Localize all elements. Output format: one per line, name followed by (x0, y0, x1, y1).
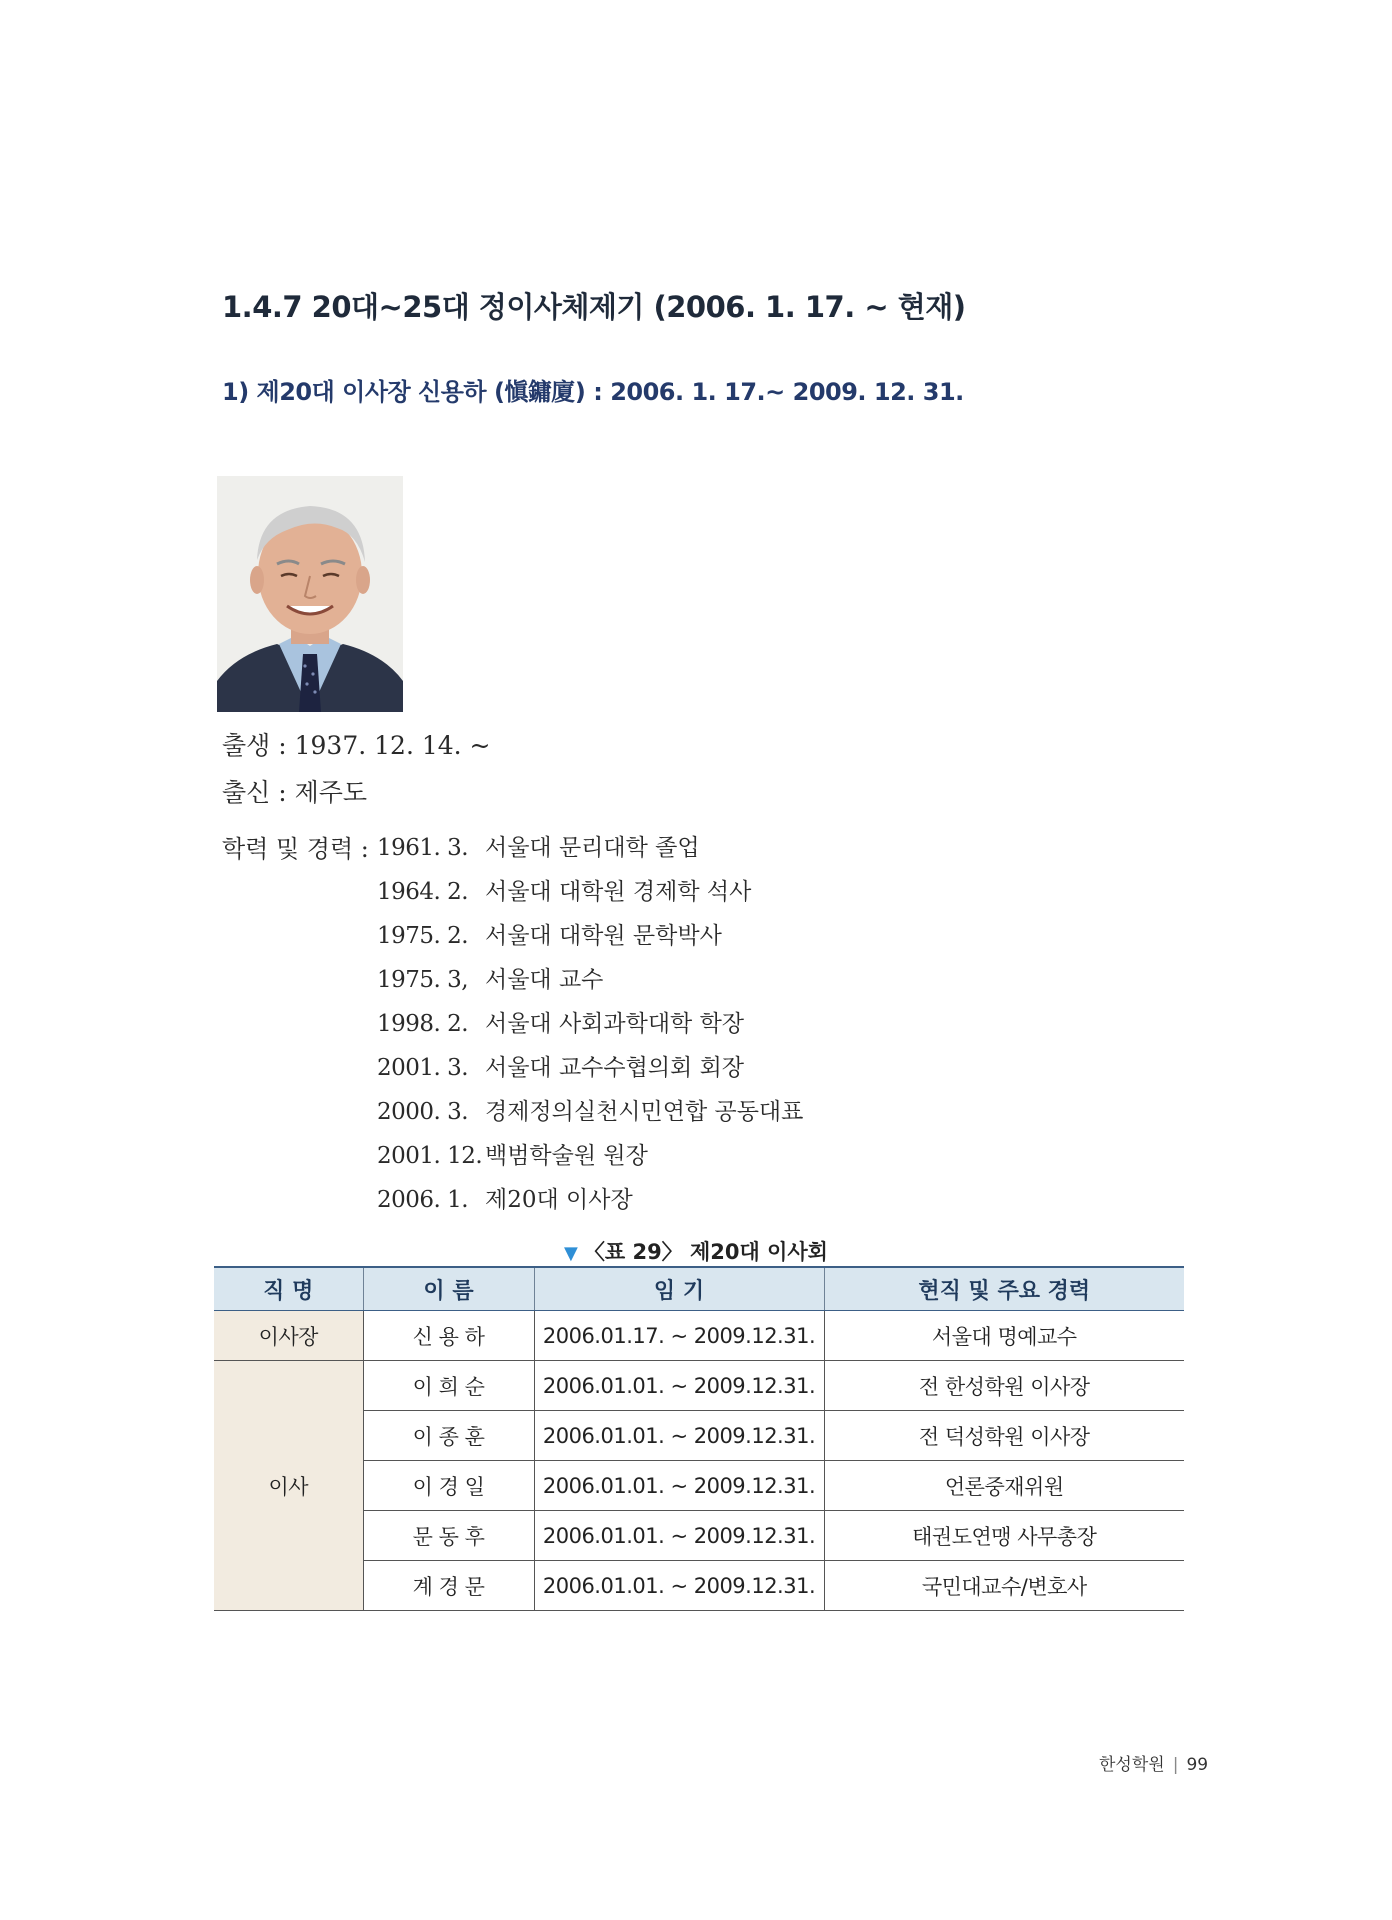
career-cell: 전 덕성학원 이사장 (824, 1411, 1184, 1461)
career-item (377, 1005, 803, 1049)
career-list (377, 829, 803, 1225)
chairman-subtitle: 1) 제20대 이사장 신용하 (愼鏞廈) : 2006. 1. 17.~ 2009. 12. 31. (222, 378, 964, 406)
career-item (377, 1049, 803, 1093)
career-item (377, 1137, 803, 1181)
footer-publisher: 한성학원 (1099, 1755, 1165, 1775)
table-row (214, 1311, 1184, 1361)
term-cell: 2006.01.01. ~ 2009.12.31. (534, 1461, 824, 1511)
profile-origin: 출신 : 제주도 (222, 778, 368, 807)
career-item (377, 1181, 803, 1225)
career-date: 2006. 1. (377, 1187, 469, 1213)
header-name: 이 름 (363, 1267, 534, 1311)
career-desc: 제20대 이사장 (485, 1187, 633, 1213)
name-cell: 신 용 하 (363, 1311, 534, 1361)
role-cell: 이사장 (214, 1311, 363, 1361)
career-date: 1975. 3, (377, 967, 469, 993)
triangle-down-icon: ▼ (564, 1243, 578, 1264)
table-caption (0, 1236, 1392, 1266)
career-item (377, 873, 803, 917)
page-number: 99 (1186, 1755, 1209, 1775)
career-date: 2001. 12. (377, 1143, 483, 1169)
table-row (214, 1361, 1184, 1411)
career-cell: 국민대교수/변호사 (824, 1561, 1184, 1611)
term-cell: 2006.01.01. ~ 2009.12.31. (534, 1361, 824, 1411)
career-item (377, 917, 803, 961)
career-date: 2001. 3. (377, 1055, 469, 1081)
table-header-row (214, 1267, 1184, 1311)
term-cell: 2006.01.01. ~ 2009.12.31. (534, 1411, 824, 1461)
role-cell: 이사 (214, 1361, 363, 1611)
career-cell: 언론중재위원 (824, 1461, 1184, 1511)
header-career: 현직 및 주요 경력 (824, 1267, 1184, 1311)
name-cell: 이 희 순 (363, 1361, 534, 1411)
section-title: 1.4.7 20대~25대 정이사체제기 (2006. 1. 17. ~ 현재) (222, 290, 966, 324)
chairman-portrait-photo (217, 476, 403, 712)
career-item (377, 1093, 803, 1137)
portrait-illustration (217, 476, 403, 712)
board-members-table (214, 1266, 1184, 1611)
name-cell: 이 종 훈 (363, 1411, 534, 1461)
term-cell: 2006.01.01. ~ 2009.12.31. (534, 1511, 824, 1561)
career-date: 1964. 2. (377, 879, 469, 905)
career-desc: 서울대 사회과학대학 학장 (485, 1011, 745, 1037)
career-cell: 서울대 명예교수 (824, 1311, 1184, 1361)
career-item (377, 961, 803, 1005)
name-cell: 문 동 후 (363, 1511, 534, 1561)
term-cell: 2006.01.01. ~ 2009.12.31. (534, 1561, 824, 1611)
career-desc: 경제정의실천시민연합 공동대표 (485, 1099, 804, 1125)
career-desc: 서울대 문리대학 졸업 (485, 835, 700, 861)
career-date: 1961. 3. (377, 835, 469, 861)
career-cell: 전 한성학원 이사장 (824, 1361, 1184, 1411)
term-cell: 2006.01.17. ~ 2009.12.31. (534, 1311, 824, 1361)
career-desc: 서울대 교수 (485, 967, 604, 993)
career-cell: 태권도연맹 사무총장 (824, 1511, 1184, 1561)
career-desc: 서울대 교수수협의회 회장 (485, 1055, 745, 1081)
career-label: 학력 및 경력 : (222, 835, 369, 863)
career-date: 1998. 2. (377, 1011, 469, 1037)
name-cell: 계 경 문 (363, 1561, 534, 1611)
career-date: 1975. 2. (377, 923, 469, 949)
table-caption-text: 〈표 29〉 제20대 이사회 (583, 1240, 828, 1264)
profile-birth: 출생 : 1937. 12. 14. ~ (222, 731, 491, 760)
career-desc: 서울대 대학원 경제학 석사 (485, 879, 752, 905)
header-term: 임 기 (534, 1267, 824, 1311)
career-desc: 서울대 대학원 문학박사 (485, 923, 722, 949)
career-date: 2000. 3. (377, 1099, 469, 1125)
career-desc: 백범학술원 원장 (485, 1143, 648, 1169)
page-footer (1099, 1750, 1208, 1775)
header-position: 직 명 (214, 1267, 363, 1311)
name-cell: 이 경 일 (363, 1461, 534, 1511)
footer-separator: | (1172, 1755, 1179, 1775)
career-item (377, 829, 803, 873)
